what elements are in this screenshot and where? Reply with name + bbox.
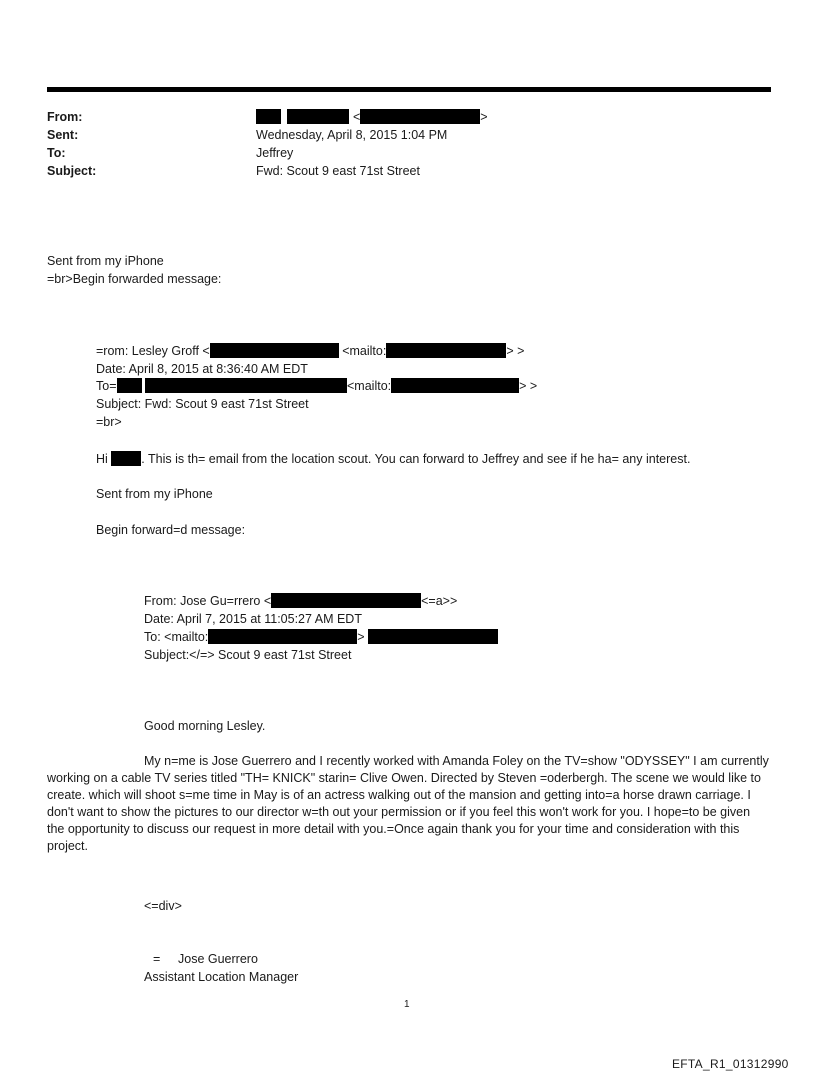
angle-open: < [352, 110, 361, 124]
fwd2-from-end: <=a>> [421, 594, 458, 608]
redaction-block [360, 109, 480, 124]
from-label: From: [47, 110, 83, 124]
page-number: 1 [404, 999, 410, 1010]
fwd1-subject: Subject: Fwd: Scout 9 east 71st Street [96, 397, 309, 411]
fwd2-greeting: Good morning Lesley. [144, 719, 266, 733]
redaction-block [386, 343, 506, 358]
redaction-block [368, 629, 498, 644]
fwd1-from-mailto: <mailto: [342, 344, 387, 358]
fwd2-subject: Subject:</=> Scout 9 east 71st Street [144, 648, 352, 662]
fwd1-to-prefix: To= [96, 379, 117, 393]
fwd2-date: Date: April 7, 2015 at 11:05:27 AM EDT [144, 612, 362, 626]
fwd1-br: =br> [96, 415, 122, 429]
redaction-block [111, 451, 141, 466]
fwd1-hi-line [96, 451, 690, 467]
fwd1-begin-forwarded: Begin forward=d message: [96, 523, 246, 537]
fwd2-to-line [144, 629, 498, 645]
fwd1-from-line [96, 343, 524, 359]
outer-sent-from: Sent from my iPhone [47, 254, 164, 268]
subject-value: Fwd: Scout 9 east 71st Street [256, 164, 420, 178]
fwd1-hi-prefix: Hi [96, 452, 108, 466]
signature-name: Jose Guerrero [178, 952, 258, 966]
fwd2-to-prefix: To: <mailto: [144, 630, 209, 644]
to-value: Jeffrey [256, 146, 294, 160]
fwd1-sent-from: Sent from my iPhone [96, 487, 213, 501]
fwd1-hi-text: . This is th= email from the location scout. You can forward to Jeffrey and see if he ha= any interest. [141, 452, 691, 466]
signature-title: Assistant Location Manager [144, 970, 299, 984]
redaction-block [271, 593, 421, 608]
fwd2-from-line [144, 593, 457, 609]
from-value [256, 109, 488, 125]
outer-begin-forwarded: =br>Begin forwarded message: [47, 272, 222, 286]
fwd2-body: My n=me is Jose Guerrero and I recently worked with Amanda Foley on the TV=show "ODYSSEY" I am currently working on a cable TV series titled "TH= KNICK" starin= Clive Owen. Directed by Steven =oderbergh. The scene we would like to create. which will shoot s=me time in May is of an actress walking out of the mansion and getting into=a horse drawn carriage. I don't want to show the pictures to our director w=th out your permission or if you feel this won't work for you. I hope=to be given the opportunity to discuss our request in more detail with you.=Once again thank you for your time and consideration with this project. [47, 754, 769, 853]
to-label: To: [47, 146, 66, 160]
fwd2-to-mid: > [357, 630, 365, 644]
fwd1-to-mailto: <mailto: [347, 379, 392, 393]
fwd1-date: Date: April 8, 2015 at 8:36:40 AM EDT [96, 362, 308, 376]
redaction-block [117, 378, 142, 393]
fwd1-to-line [96, 378, 537, 394]
redaction-block [208, 629, 357, 644]
header-rule [47, 87, 771, 92]
subject-label: Subject: [47, 164, 97, 178]
sent-label: Sent: [47, 128, 79, 142]
redaction-block [391, 378, 519, 393]
redaction-block [145, 378, 347, 393]
redaction-block [256, 109, 281, 124]
signature-eq: = [153, 952, 161, 966]
fwd2-div-tag: <=div> [144, 899, 182, 913]
fwd2-from-prefix: From: Jose Gu=rrero < [144, 594, 272, 608]
redaction-block [210, 343, 339, 358]
document-id: EFTA_R1_01312990 [672, 1057, 789, 1071]
fwd1-from-prefix: =rom: Lesley Groff < [96, 344, 210, 358]
fwd1-from-end: > > [506, 344, 525, 358]
fwd1-to-end: > > [519, 379, 538, 393]
sent-value: Wednesday, April 8, 2015 1:04 PM [256, 128, 448, 142]
redaction-block [287, 109, 349, 124]
angle-close: > [480, 110, 488, 124]
